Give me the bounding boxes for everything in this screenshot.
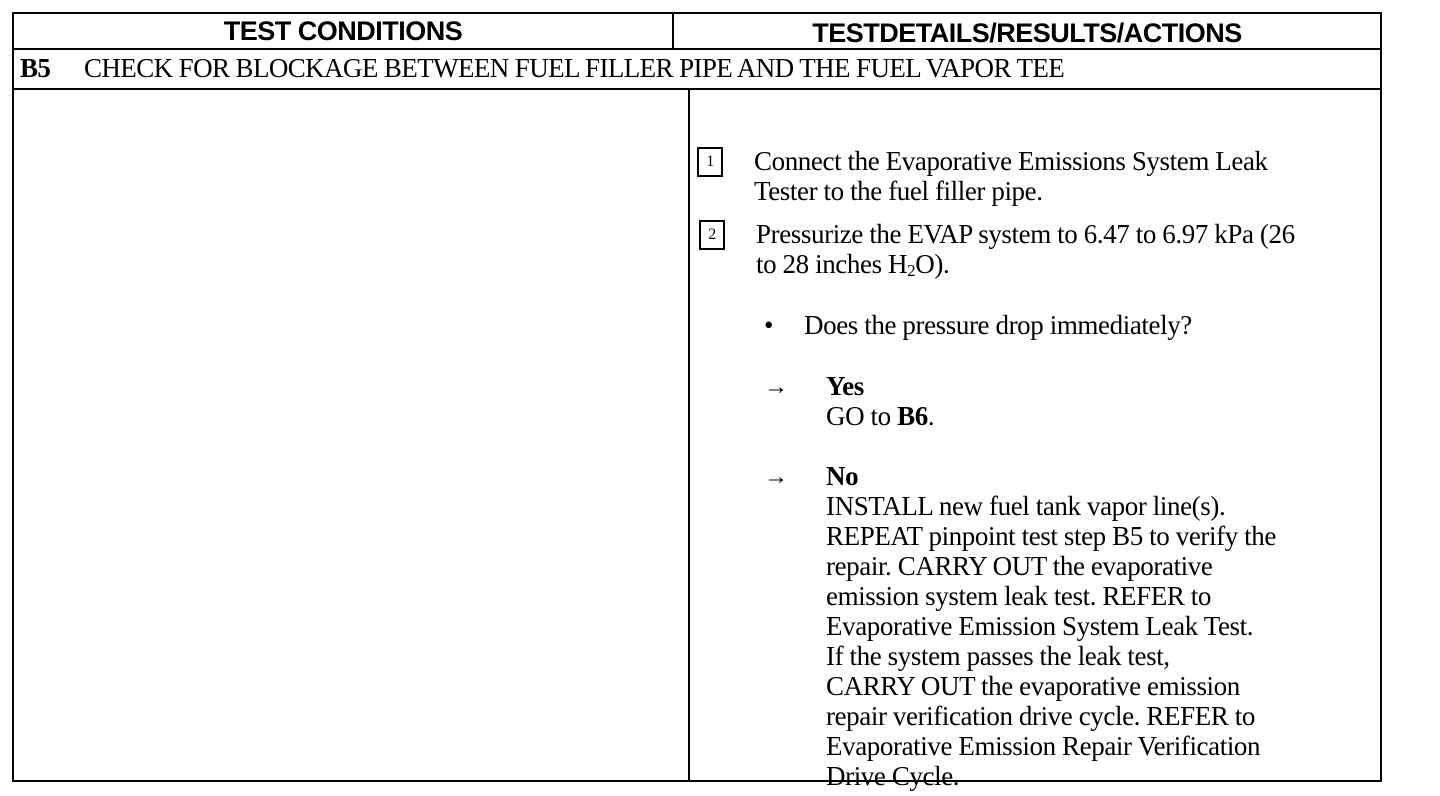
- step-number-1: 1: [697, 147, 723, 177]
- step-2-line-2: [756, 249, 1295, 279]
- no-action-line-8: repair verification drive cycle. REFER to: [826, 701, 1255, 731]
- test-table: [12, 12, 1382, 791]
- step-1-line-1: Connect the Evaporative Emissions System Leak: [754, 146, 1268, 176]
- step-2-text: [756, 219, 1295, 279]
- no-action-line-10: Drive Cycle.: [826, 761, 960, 791]
- no-action-line-6: If the system passes the leak test,: [826, 641, 1170, 671]
- subscript-2: 2: [907, 261, 916, 280]
- no-action-line-7: CARRY OUT the evaporative emission: [826, 671, 1240, 701]
- step-id: B5: [20, 53, 51, 83]
- no-action-line-5: Evaporative Emission System Leak Test.: [826, 611, 1254, 641]
- step-title-row: [14, 48, 1380, 90]
- yes-action-period: .: [927, 401, 935, 431]
- no-action-line-2: REPEAT pinpoint test step B5 to verify the: [826, 521, 1276, 551]
- arrow-right-icon: →: [764, 374, 788, 400]
- step-2-line-2-end: O).: [915, 249, 950, 279]
- step-title: CHECK FOR BLOCKAGE BETWEEN FUEL FILLER PIPE AND THE FUEL VAPOR TEE: [84, 53, 1065, 83]
- header-test-conditions: TEST CONDITIONS: [14, 14, 674, 48]
- no-action-line-1: INSTALL new fuel tank vapor line(s).: [826, 491, 1226, 521]
- no-action-line-3: repair. CARRY OUT the evaporative: [826, 551, 1213, 581]
- header-test-details: TESTDETAILS/RESULTS/ACTIONS: [812, 18, 1242, 48]
- table-header: [14, 14, 1380, 50]
- step-number-2: 2: [699, 220, 725, 250]
- yes-action-target: B6: [897, 401, 928, 431]
- no-label: No: [826, 461, 859, 491]
- question-text: Does the pressure drop immediately?: [804, 310, 1192, 340]
- yes-action: [826, 401, 934, 431]
- step-2-line-2-text: to 28 inches H: [756, 249, 908, 279]
- step-1-line-2: Tester to the fuel filler pipe.: [754, 176, 1043, 206]
- no-branch: [826, 461, 1276, 791]
- step-1-text: [754, 146, 1268, 206]
- yes-label: Yes: [826, 371, 864, 401]
- no-action-line-9: Evaporative Emission Repair Verification: [826, 731, 1261, 761]
- yes-action-text: GO to: [826, 401, 898, 431]
- step-2-line-1: Pressurize the EVAP system to 6.47 to 6.97 kPa (26: [756, 219, 1295, 249]
- test-details-column: [690, 88, 1380, 791]
- no-action-line-4: emission system leak test. REFER to: [826, 581, 1211, 611]
- bullet-icon: •: [764, 310, 774, 340]
- arrow-right-icon: →: [764, 464, 788, 490]
- yes-branch: [826, 371, 934, 431]
